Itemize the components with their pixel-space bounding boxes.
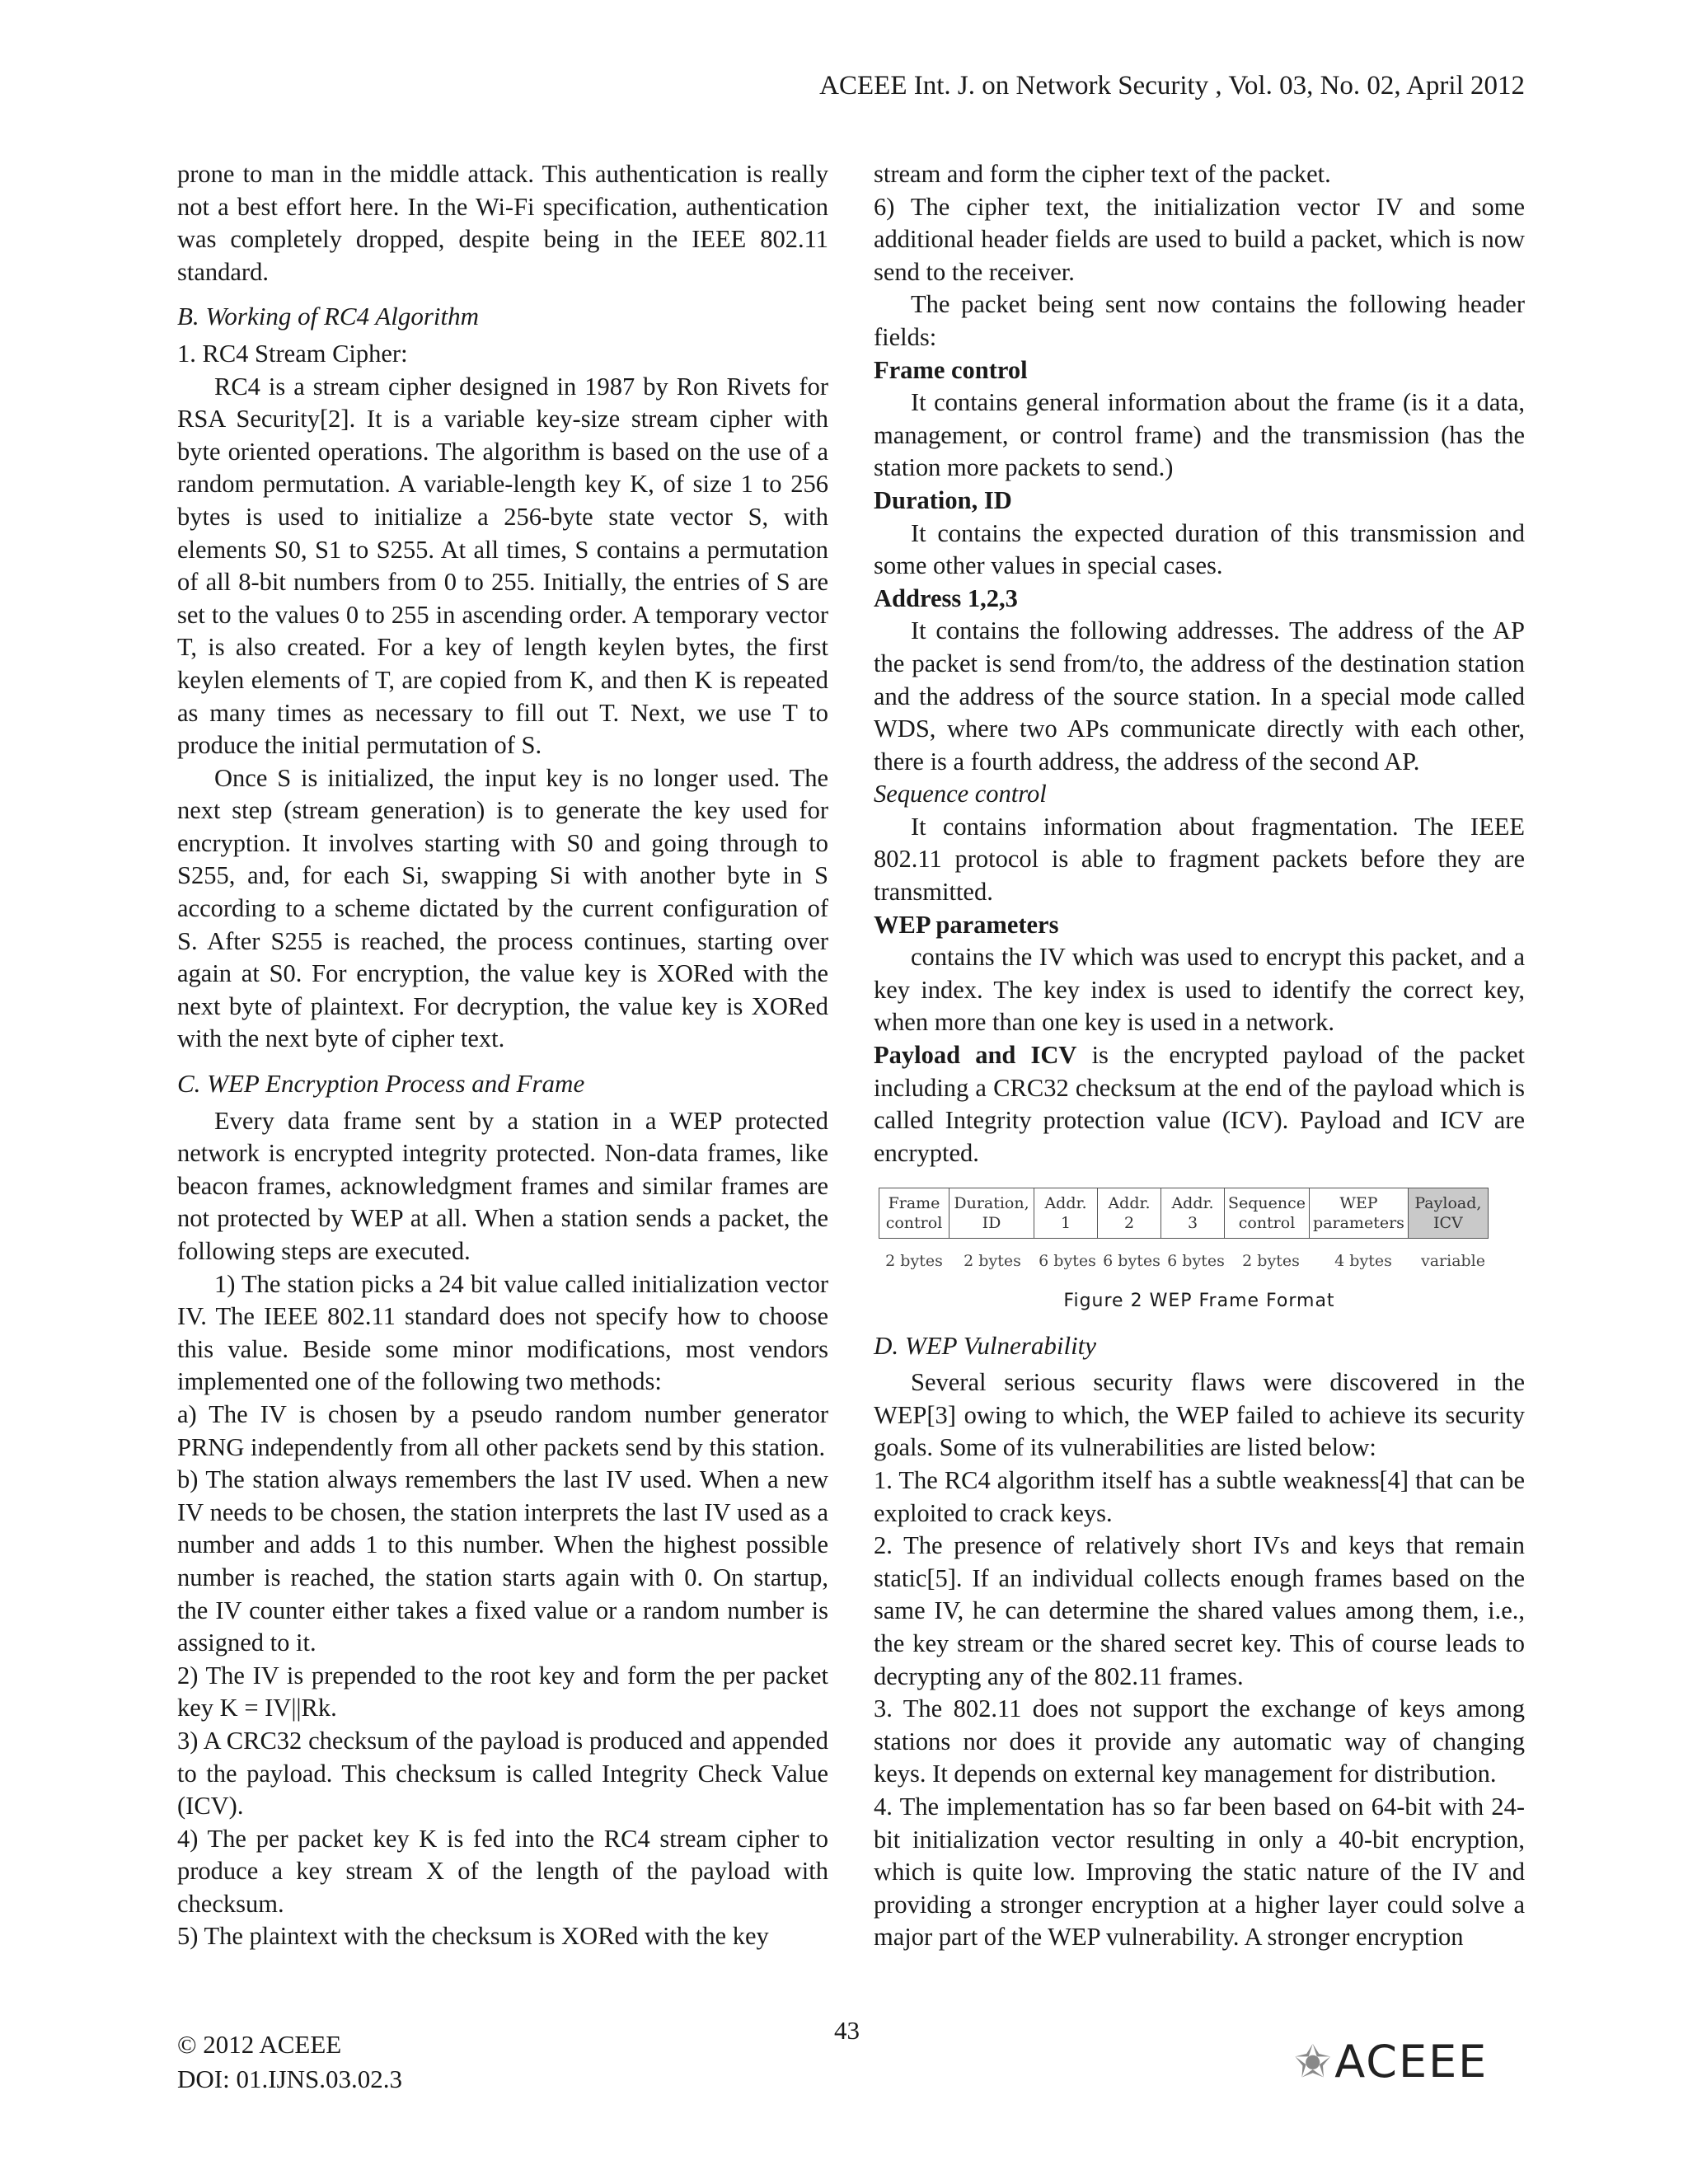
field-size: 4 bytes (1334, 1252, 1392, 1271)
paragraph: a) The IV is chosen by a pseudo random number generator PRNG independently from all other packets send by this station. (177, 1399, 828, 1461)
paragraph: 2. The presence of relatively short IVs and keys that remain static[5]. If an individual collects enough frames based on the same IV, he can determine the shared values among them, i.e., the key stream or the shared secret key. This of course leads to decrypting any of the 802.11 frames. (874, 1531, 1525, 1690)
field-heading: Payload and ICV (874, 1041, 1077, 1070)
paragraph: 5) The plaintext with the checksum is XORed with the key (177, 1922, 769, 1951)
logo-text: ACEEE (1334, 2036, 1489, 2088)
frame-cell: Sequence control (1225, 1188, 1310, 1239)
paragraph: 4. The implementation has so far been based on 64-bit with 24-bit initialization vector resulting in only a 40-bit encryption, which is quite low. Improving the static nature of the IV and providing a stronger encryption at a higher layer could solve a major part of the WEP vulnerability. A stronger encryption (874, 1792, 1525, 1952)
field-heading: WEP parameters (874, 910, 1059, 939)
frame-cell: Payload, ICV (1408, 1188, 1488, 1239)
paragraph: stream and form the cipher text of the packet. (874, 160, 1331, 188)
paragraph: 1) The station picks a 24 bit value called initialization vector IV. The IEEE 802.11 standard does not specify how to choose this value. Beside some minor modifications, most vendors implemented one of the following two methods: (177, 1269, 828, 1396)
frame-cell: Duration, ID (950, 1188, 1034, 1239)
journal-header: ACEEE Int. J. on Network Security , Vol. 03, No. 02, April 2012 (819, 71, 1525, 101)
paragraph: It contains the following addresses. The address of the AP the packet is send from/to, the address of the destination station and the address of the source station. In a special mode called WDS, where two APs communicate directly with each other, there is a fourth address, the address of the second AP. (874, 616, 1525, 776)
field-heading: Frame control (874, 355, 1028, 384)
field-size: 6 bytes (1103, 1252, 1160, 1271)
field-heading: Duration, ID (874, 485, 1012, 514)
figure-caption: Figure 2 WEP Frame Format (1063, 1291, 1335, 1311)
paragraph: The packet being sent now contains the following header fields: (874, 290, 1525, 351)
footer-info (177, 2027, 402, 2097)
paragraph: b) The station always remembers the last IV used. When a new IV needs to be chosen, the station interprets the last IV used as a number and adds 1 to this number. When the highest possible number is reached, the station starts again with 0. On startup, the IV counter either takes a fixed value or a random number is assigned to it. (177, 1465, 828, 1657)
frame-cell: Addr. 1 (1034, 1188, 1098, 1239)
field-size: 2 bytes (964, 1252, 1021, 1271)
paragraph: prone to man in the middle attack. This authentication is really not a best effort here. In the Wi-Fi specification, authentication was completely dropped, despite being in the IEEE 802.11 standard. (177, 160, 828, 286)
star-icon: ✬ (1294, 2036, 1332, 2088)
paragraph: It contains the expected duration of this transmission and some other values in special cases. (874, 518, 1525, 580)
paragraph: 4) The per packet key K is fed into the RC4 stream cipher to produce a key stream X of the length of the payload with checksum. (177, 1824, 828, 1918)
paragraph: 2) The IV is prepended to the root key and form the per packet key K = IV||Rk. (177, 1661, 828, 1722)
section-heading-d: D. WEP Vulnerability (874, 1330, 1097, 1360)
paragraph: 3) A CRC32 checksum of the payload is produced and appended to the payload. This checksum is called Integrity Check Value (ICV). (177, 1726, 828, 1821)
frame-format-table (879, 1188, 1489, 1239)
page-number: 43 (834, 2016, 860, 2045)
paragraph (874, 1039, 1525, 1169)
frame-cell: Addr. 2 (1098, 1188, 1161, 1239)
frame-cell: Addr. 3 (1161, 1188, 1225, 1239)
section-heading-c: C. WEP Encryption Process and Frame (177, 1069, 585, 1099)
copyright: © 2012 ACEEE (177, 2030, 342, 2059)
paragraph: It contains general information about the frame (is it a data, management, or control frame) and the transmission (has the station more packets to send.) (874, 388, 1525, 482)
field-size: 2 bytes (1242, 1252, 1300, 1271)
paragraph: 3. The 802.11 does not support the exchange of keys among stations nor does it provide any automatic way of changing keys. It depends on external key management for distribution. (874, 1694, 1525, 1788)
section-heading-b: B. Working of RC4 Algorithm (177, 302, 479, 331)
frame-cell: WEP parameters (1310, 1188, 1409, 1239)
field-size: 6 bytes (1039, 1252, 1096, 1271)
field-size: variable (1420, 1252, 1486, 1271)
field-sizes-row (879, 1245, 1525, 1278)
paragraph: 1. The RC4 algorithm itself has a subtle weakness[4] that can be exploited to crack keys. (874, 1465, 1525, 1527)
frame-cell: Frame control (879, 1188, 950, 1239)
paragraph: contains the IV which was used to encrypt this packet, and a key index. The key index is used to identify the correct key, when more than one key is used in a network. (874, 943, 1525, 1037)
wep-frame-figure (874, 1188, 1525, 1317)
aceee-logo (1294, 2036, 1488, 2088)
paragraph: RC4 is a stream cipher designed in 1987 by Ron Rivets for RSA Security[2]. It is a variable key-size stream cipher with byte oriented operations. The algorithm is based on the use of a random permutation. A variable-length key K, of size 1 to 256 bytes is used to initialize a 256-byte state vector S, with elements S0, S1 to S255. At all times, S contains a permutation of all 8-bit numbers from 0 to 255. Initially, the entries of S are set to the values 0 to 255 in ascending order. A temporary vector T, is also created. For a key of length keylen bytes, the first keylen elements of T, are copied from K, and then K is repeated as many times as necessary to fill out T. Next, we use T to produce the initial permutation of S. (177, 372, 828, 760)
field-size: 6 bytes (1167, 1252, 1225, 1271)
doi: DOI: 01.IJNS.03.02.3 (177, 2064, 402, 2093)
field-size: 2 bytes (885, 1252, 943, 1271)
field-heading: Address 1,2,3 (874, 583, 1018, 612)
paragraph: 6) The cipher text, the initialization vector IV and some additional header fields are used to build a packet, which is now send to the receiver. (874, 192, 1525, 286)
right-column (874, 158, 1525, 1954)
paragraph-text: is the encrypted payload of the packet including a CRC32 checksum at the end of the payload which is called Integrity protection value (ICV). Payload and ICV are encrypted. (874, 1041, 1525, 1167)
paragraph: Several serious security flaws were discovered in the WEP[3] owing to which, the WEP failed to achieve its security goals. Some of its vulnerabilities are listed below: (874, 1368, 1525, 1462)
left-column (177, 158, 828, 1953)
paragraph: Every data frame sent by a station in a WEP protected network is encrypted integrity protected. Non-data frames, like beacon frames, acknowledgment frames and similar frames are not protected by WEP at all. When a station sends a packet, the following steps are executed. (177, 1106, 828, 1265)
field-heading: Sequence control (874, 780, 1047, 808)
paragraph: Once S is initialized, the input key is no longer used. The next step (stream generation) is to generate the key used for encryption. It involves starting with S0 and going through to S255, and, for each Si, swapping Si with another byte in S according to a scheme dictated by the current configuration of S. After S255 is reached, the process continues, starting over again at S0. For encryption, the value key is XORed with the next byte of plaintext. For decryption, the value key is XORed with the next byte of cipher text. (177, 763, 828, 1053)
paragraph: 1. RC4 Stream Cipher: (177, 339, 408, 368)
paragraph: It contains information about fragmentation. The IEEE 802.11 protocol is able to fragment packets before they are transmitted. (874, 812, 1525, 907)
